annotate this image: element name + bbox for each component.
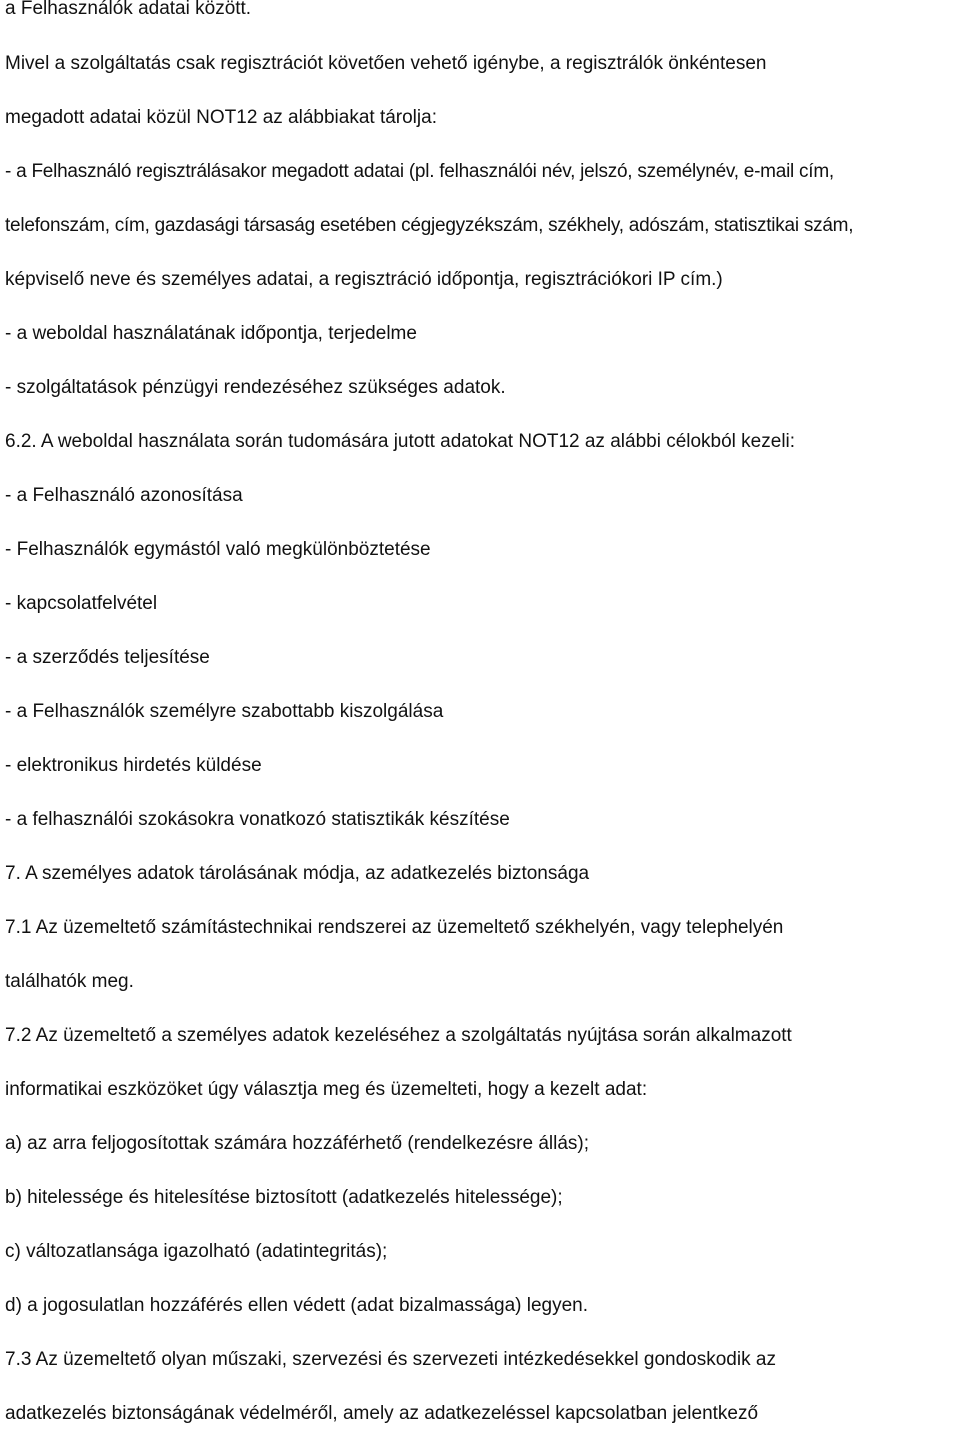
purpose-item-6: - elektronikus hirdetés küldése [5, 755, 262, 776]
text-line-19: találhatók meg. [5, 971, 134, 992]
purpose-item-7: - a felhasználói szokásokra vonatkozó statisztikák készítése [5, 809, 510, 830]
text-line-6: képviselő neve és személyes adatai, a regisztráció időpontja, regisztrációkori IP cím.) [5, 269, 723, 290]
list-item-b: b) hitelessége és hitelesítése biztosított (adatkezelés hitelessége); [5, 1187, 563, 1208]
text-line-1: a Felhasználók adatai között. [5, 0, 252, 19]
purpose-item-1: - a Felhasználó azonosítása [5, 485, 243, 506]
text-line-20: 7.2 Az üzemeltető a személyes adatok kezeléséhez a szolgáltatás nyújtása során alkalmazott [5, 1025, 792, 1046]
text-line-21: informatikai eszközöket úgy választja meg és üzemelteti, hogy a kezelt adat: [5, 1079, 648, 1100]
text-line-18: 7.1 Az üzemeltető számítástechnikai rendszerei az üzemeltető székhelyén, vagy telephelyén [5, 917, 784, 938]
section-6-2-heading: 6.2. A weboldal használata során tudomására jutott adatokat NOT12 az alábbi célokból kezeli: [5, 431, 796, 452]
purpose-item-5: - a Felhasználók személyre szabottabb kiszolgálása [5, 701, 444, 722]
text-line-2: Mivel a szolgáltatás csak regisztrációt követően vehető igénybe, a regisztrálók önkéntesen [5, 53, 767, 74]
purpose-item-2: - Felhasználók egymástól való megkülönböztetése [5, 539, 431, 560]
text-line-26: 7.3 Az üzemeltető olyan műszaki, szervezési és szervezeti intézkedésekkel gondoskodik az [5, 1349, 776, 1370]
purpose-item-3: - kapcsolatfelvétel [5, 593, 158, 614]
text-line-7: - a weboldal használatának időpontja, terjedelme [5, 323, 417, 344]
list-item-a: a) az arra feljogosítottak számára hozzáférhető (rendelkezésre állás); [5, 1133, 589, 1154]
list-item-c: c) változatlansága igazolható (adatintegritás); [5, 1241, 388, 1262]
text-line-27: adatkezelés biztonságának védelméről, amely az adatkezeléssel kapcsolatban jelentkező [5, 1403, 759, 1424]
section-7-heading: 7. A személyes adatok tárolásának módja, az adatkezelés biztonsága [5, 863, 590, 884]
text-line-3: megadott adatai közül NOT12 az alábbiakat tárolja: [5, 107, 437, 128]
text-line-5: telefonszám, cím, gazdasági társaság esetében cégjegyzékszám, székhely, adószám, statisztikai szám, [5, 215, 854, 236]
purpose-item-4: - a szerződés teljesítése [5, 647, 210, 668]
text-line-8: - szolgáltatások pénzügyi rendezéséhez szükséges adatok. [5, 377, 506, 398]
text-line-4: - a Felhasználó regisztrálásakor megadott adatai (pl. felhasználói név, jelszó, személynév, e-mail cím, [5, 161, 834, 182]
list-item-d: d) a jogosulatlan hozzáférés ellen védett (adat bizalmassága) legyen. [5, 1295, 589, 1316]
